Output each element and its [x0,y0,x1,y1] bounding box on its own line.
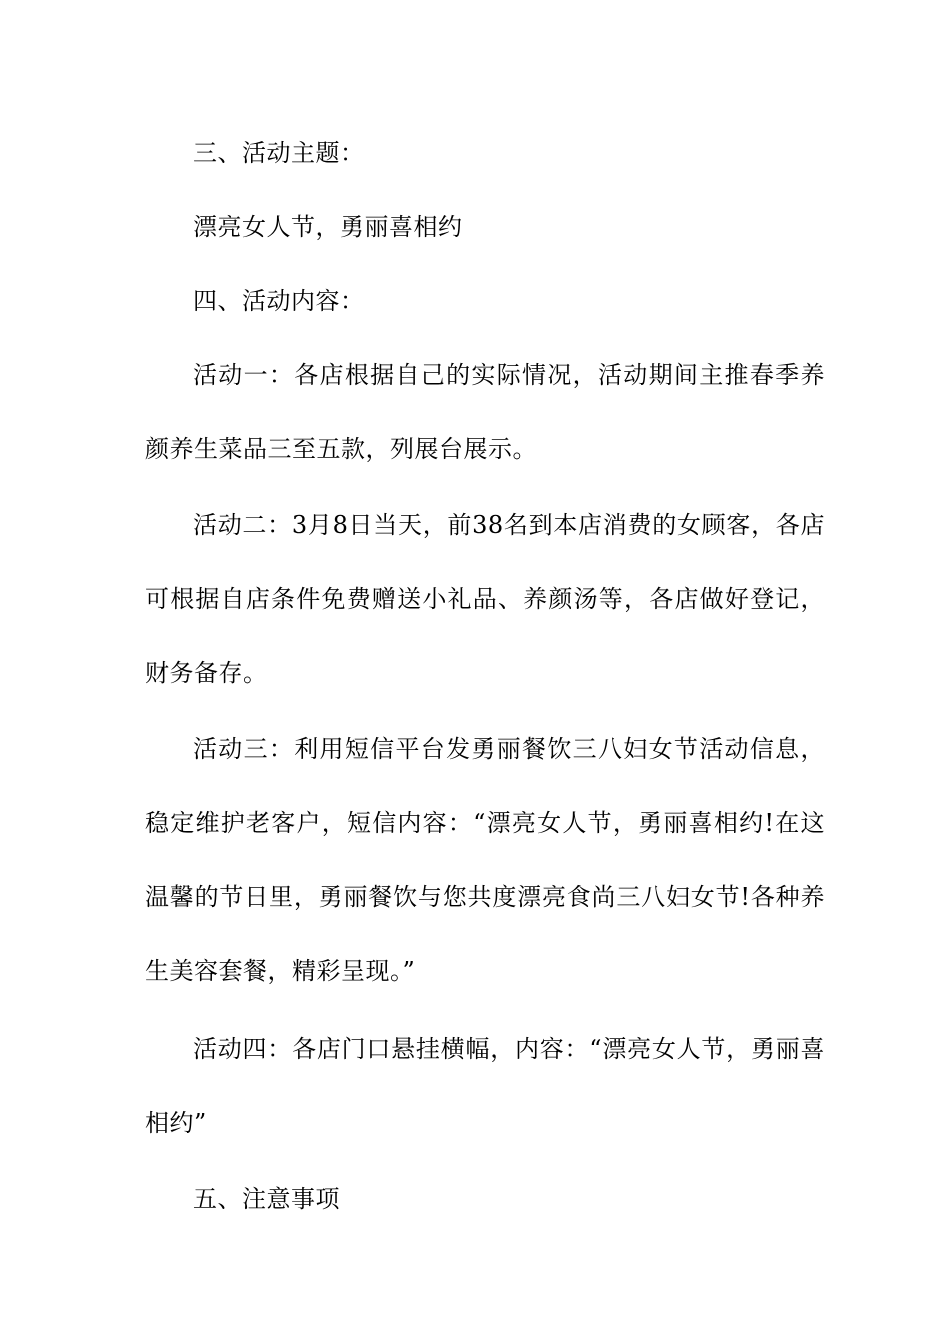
theme-text: 漂亮女人节，勇丽喜相约 [193,213,463,241]
section-heading-theme: 三、活动主题： [193,139,365,167]
activity-three-paragraph: 活动三：利用短信平台发勇丽餐饮三八妇女节活动信息，稳定维护老客户，短信内容：“漂亮女人节，勇丽喜相约!在这温馨的节日里，勇丽餐饮与您共度漂亮食尚三八妇女节!各种养生美容套餐，精彩呈现。” [145,735,825,985]
section-heading-content: 四、活动内容： [193,287,365,315]
activity-four-paragraph: 活动四：各店门口悬挂横幅，内容：“漂亮女人节，勇丽喜相约” [145,1035,825,1137]
activity-one-paragraph: 活动一：各店根据自己的实际情况，活动期间主推春季养颜养生菜品三至五款，列展台展示。 [145,361,825,463]
activity-two-paragraph: 活动二：3月8日当天，前38名到本店消费的女顾客，各店可根据自店条件免费赠送小礼品、养颜汤等，各店做好登记，财务备存。 [145,511,825,687]
section-heading-notes: 五、注意事项 [193,1185,340,1213]
